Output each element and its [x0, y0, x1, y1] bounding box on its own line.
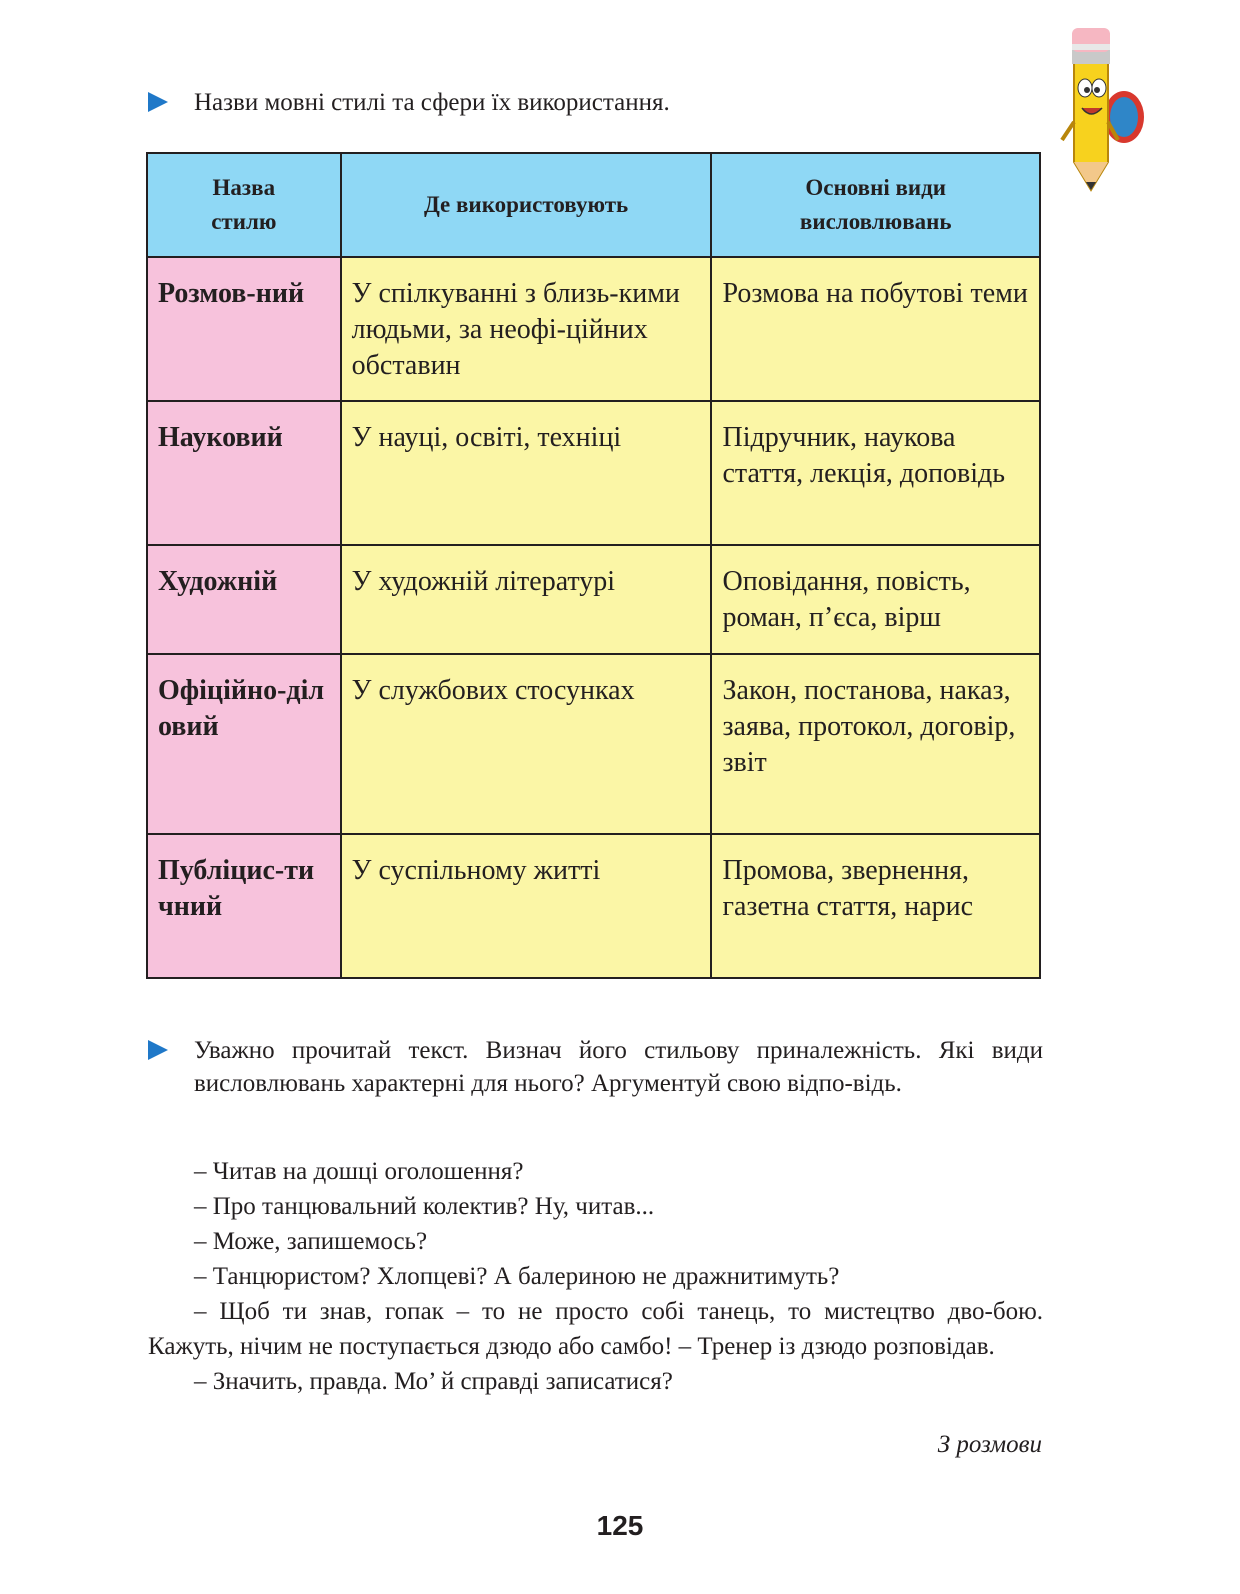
table-header-row: [147, 153, 1040, 257]
dialogue-text: [148, 1154, 1043, 1399]
style-where: У художній літературі: [341, 545, 712, 654]
dialogue-line: – Про танцювальний колектив? Ну, читав...: [194, 1193, 655, 1220]
table-row: [147, 654, 1040, 834]
table-row: [147, 834, 1040, 978]
task-2-text: Уважно прочитай текст. Визнач його стильову приналежність. Які види висловлювань характерні для нього? Аргументуй свою відпо-відь.: [194, 1037, 1043, 1097]
style-name: Офіційно-діловий: [147, 654, 341, 834]
pencil-mascot-icon: [1056, 22, 1146, 192]
table-row: [147, 401, 1040, 545]
table-row: [147, 545, 1040, 654]
header-style-name: Назва стилю: [147, 153, 341, 257]
triangle-marker-icon: [148, 1040, 168, 1060]
page-number: 125: [596, 1510, 644, 1541]
speech-styles-table: [146, 152, 1041, 979]
dialogue-source: З розмови: [937, 1431, 1042, 1458]
style-types: Підручник, наукова стаття, лекція, доповідь: [711, 401, 1040, 545]
style-name: Розмов-ний: [147, 257, 341, 401]
style-where: У спілкуванні з близь-кими людьми, за неофі-ційних обставин: [341, 257, 712, 401]
dialogue-line: – Значить, правда. Мо’ й справді записатися?: [194, 1368, 673, 1395]
task-2: [148, 1034, 1043, 1100]
header-utterance-types: Основні види висловлювань: [711, 153, 1040, 257]
style-name: Художній: [147, 545, 341, 654]
dialogue-line: – Щоб ти знав, гопак – то не просто собі танець, то мистецтво дво-бою. Кажуть, нічим не поступається дзюдо або самбо! – Тренер із дзюдо розповідав.: [148, 1298, 1043, 1360]
style-name: Публіцис-тичний: [147, 834, 341, 978]
style-where: У суспільному житті: [341, 834, 712, 978]
triangle-marker-icon: [148, 92, 168, 112]
dialogue-line: – Читав на дошці оголошення?: [194, 1158, 524, 1185]
style-where: У науці, освіті, техніці: [341, 401, 712, 545]
style-types: Закон, постанова, наказ, заява, протокол, договір, звіт: [711, 654, 1040, 834]
style-types: Розмова на побутові теми: [711, 257, 1040, 401]
task-1-text: Назви мовні стилі та сфери їх використання.: [194, 89, 670, 116]
dialogue-line: – Танцюристом? Хлопцеві? А балериною не дражнитимуть?: [194, 1263, 840, 1290]
table-row: [147, 257, 1040, 401]
style-types: Оповідання, повість, роман, п’єса, вірш: [711, 545, 1040, 654]
dialogue-line: – Може, запишемось?: [194, 1228, 428, 1255]
style-name: Науковий: [147, 401, 341, 545]
style-types: Промова, звернення, газетна стаття, нарис: [711, 834, 1040, 978]
task-1: [148, 86, 1043, 119]
header-where-used: Де використовують: [341, 153, 712, 257]
style-where: У службових стосунках: [341, 654, 712, 834]
